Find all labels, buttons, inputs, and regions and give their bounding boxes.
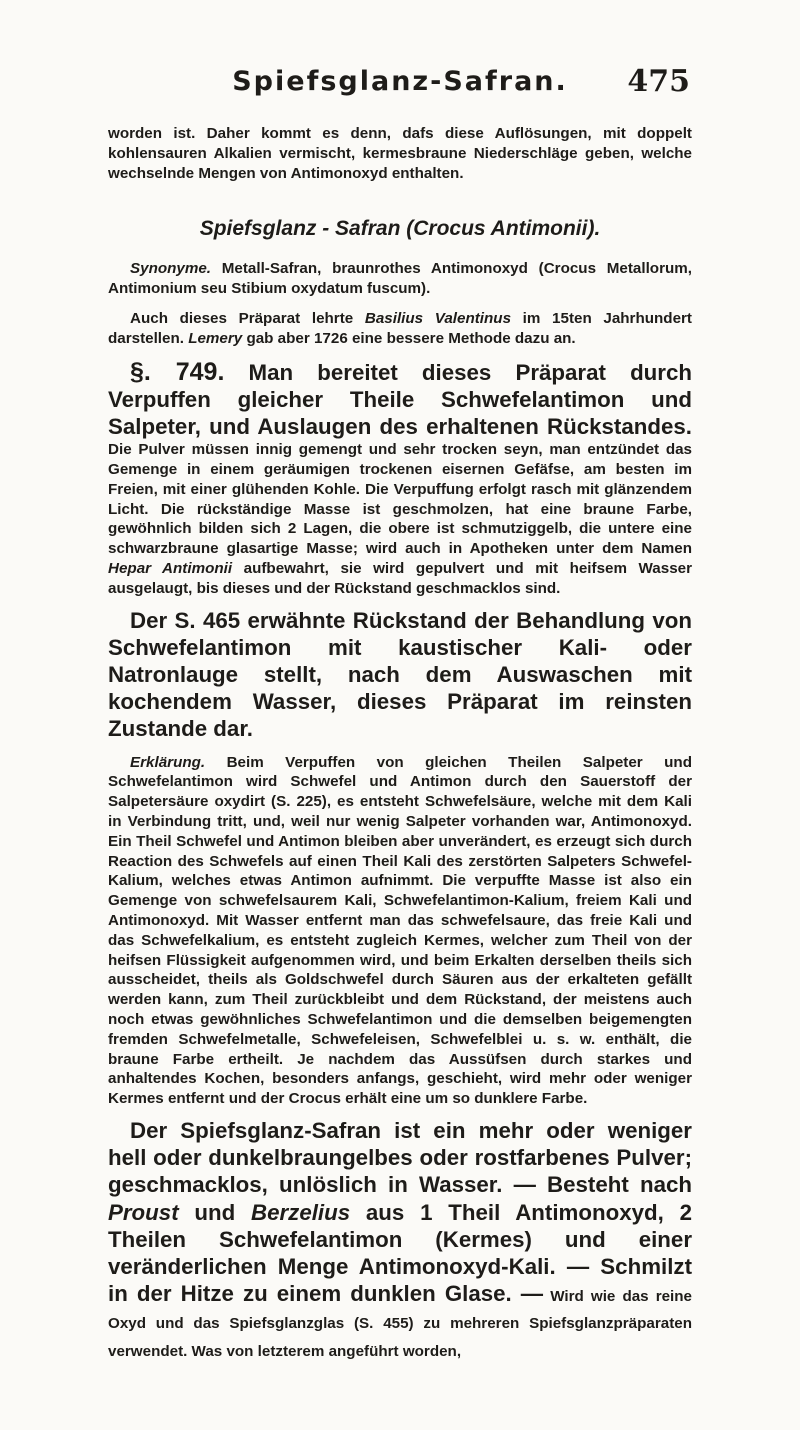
properties-text-c: aus 1 Theil Antimonoxyd, 2 Theilen Schwefelantimon (Kermes) und einer veränderlichen Menge Antimonoxyd-Kali. — Schmilzt in der Hitze zu einem dunklen Glase. — xyxy=(108,1199,692,1307)
author-berzelius: Berzelius xyxy=(251,1199,351,1225)
author-proust: Proust xyxy=(108,1199,179,1225)
explanation-label: Erklärung. xyxy=(130,753,206,771)
section-body-b: aufbewahrt, sie wird gepulvert und mit heifsem Wasser ausgelaugt, bis dieses und der Rückstand geschmacklos sind. xyxy=(108,559,692,597)
paragraph-continuation: worden ist. Daher kommt es denn, dafs diese Auflösungen, mit doppelt kohlensauren Alkalien vermischt, kermesbraune Niederschläge geben, welche wechselnde Mengen von Antimonoxyd enthalten. xyxy=(108,125,692,182)
author-lemery: Lemery xyxy=(188,329,243,347)
section-number: §. 749. xyxy=(130,357,225,386)
running-title: Spiefsglanz-Safran. xyxy=(232,66,568,97)
author-basilius: Basilius Valentinus xyxy=(364,309,512,327)
paragraph-synonyms xyxy=(108,259,692,299)
section-lead: Man bereitet dieses Präparat durch Verpuffen gleicher Theile Schwefelantimon und Salpeter, und Auslaugen des erhaltenen Rückstandes. xyxy=(108,359,693,439)
paragraph-residue: Der S. 465 erwähnte Rückstand der Behandlung von Schwefelantimon mit kaustischer Kali- oder Natronlauge stellt, nach dem Auswaschen mit kochendem Wasser, dieses Präparat im reinsten Zustande dar. xyxy=(108,607,692,742)
properties-text-a: Der Spiefsglanz-Safran ist ein mehr oder weniger hell oder dunkelbraungelbes oder rostfarbenes Pulver; geschmacklos, unlöslich in Wasser. — Besteht nach xyxy=(108,1117,692,1198)
term-hepar-antimonii: Hepar Antimonii xyxy=(108,559,233,577)
paragraph-history xyxy=(108,309,692,349)
synonyms-text: Metall-Safran, braunrothes Antimonoxyd (Crocus Metallorum, Antimonium seu Stibium oxydatum fuscum). xyxy=(108,260,692,298)
history-text-c: gab aber 1726 eine bessere Methode dazu an. xyxy=(242,329,576,347)
paragraph-section-749 xyxy=(108,359,692,599)
section-title: Spiefsglanz - Safran (Crocus Antimonii). xyxy=(199,217,601,241)
paragraph-explanation xyxy=(108,753,692,1109)
explanation-text: Beim Verpuffen von gleichen Theilen Salpeter und Schwefelantimon wird Schwefel und Antimon durch den Sauerstoff der Salpetersäure oxydirt (S. 225), es entsteht Schwefelsäure, welche mit dem Kali in Verbindung tritt, und, weil nur wenig Salpeter vorhanden war, Antimonoxyd. Ein Theil Schwefel und Antimon bleiben aber unverändert, es erzeugt sich durch Reaction des Schwefels auf einen Theil Kali des zerstörten Salpeters Schwefel-Kalium, welches etwas Antimon aufnimmt. Die verpuffte Masse ist also ein Gemenge von schwefelsaurem Kali, Schwefelantimon-Kalium, freiem Kali und Antimonoxyd. Mit Wasser entfernt man das schwefelsaure, das freie Kali und das Schwefelkalium, es entsteht zugleich Kermes, welcher zum Theil von der heifsen Flüssigkeit aufgenommen wird, und beim Erkalten derselben theils sich ausscheidet, theils als Goldschwefel durch Säuren aus der erkalteten gefällt werden kann, zum Theil zurückbleibt und dem Rückstand, der meistens auch noch etwas gewöhnliches Schwefelantimon und die demselben beigemengten fremden Schwefelmetalle, Schwefeleisen, Schwefelblei u. s. w. enthält, die braune Farbe ertheilt. Je nachdem das Aussüfsen durch starkes und anhaltendes Kochen, besonders anfangs, geschieht, wird mehr oder weniger Kermes entfernt und der Crocus erhält eine um so dunklere Farbe. xyxy=(108,753,692,1108)
history-text-b: im 15ten Jahrhundert darstellen. xyxy=(108,309,692,347)
properties-text-b: und xyxy=(178,1199,251,1225)
synonyms-label: Synonyme. xyxy=(130,260,212,278)
page-number: 475 xyxy=(627,64,690,99)
running-header xyxy=(0,66,800,106)
history-text-a: Auch dieses Präparat lehrte xyxy=(130,309,365,327)
body-text xyxy=(108,124,692,1362)
paragraph-properties xyxy=(108,1117,692,1362)
section-body-a: Die Pulver müssen innig gemengt und sehr trocken seyn, man entzündet das Gemenge in einem geräumigen trockenen eisernen Gefäfse, am besten im Freien, mit einer glühenden Kohle. Die Verpuffung erfolgt rasch mit glänzendem Licht. Die rückständige Masse ist geschmolzen, hat eine braune Farbe, gewöhnlich bilden sich 2 Lagen, die obere ist schmutziggelb, die untere eine schwarzbraune glasartige Masse; wird auch in Apotheken unter dem Namen xyxy=(108,441,692,558)
properties-text-small: Wird wie das reine Oxyd und das Spiefsglanzglas (S. 455) zu mehreren Spiefsglanzpräparaten verwendet. Was von letzterem angeführt worden, xyxy=(108,1288,693,1360)
